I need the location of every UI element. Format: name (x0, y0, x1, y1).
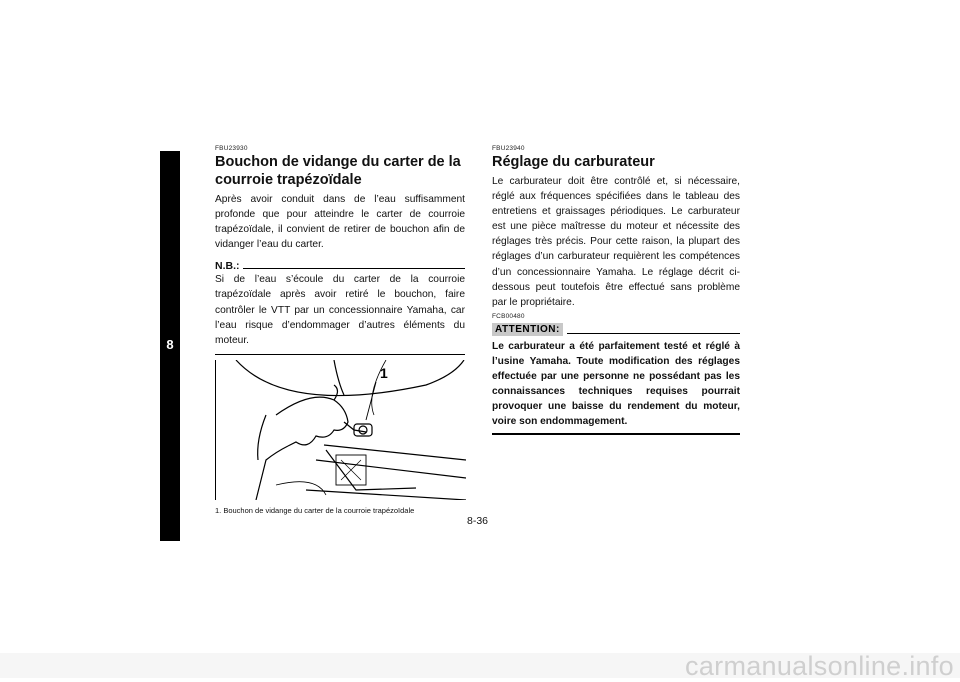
illustration-caption: 1. Bouchon de vidange du carter de la courroie trapézoïdale (215, 505, 415, 515)
drain-plug-illustration (215, 360, 466, 500)
right-column (492, 145, 740, 435)
note-label: N.B.: (215, 260, 240, 273)
attention-label: ATTENTION: (492, 323, 563, 336)
watermark-bar (0, 651, 960, 681)
page-number: 8-36 (467, 515, 489, 527)
note-header (215, 260, 465, 272)
attention-header (492, 323, 740, 336)
watermark-text: carmanualsonline.info (685, 651, 954, 681)
left-column (215, 145, 465, 515)
section-title: Réglage du carburateur (492, 154, 655, 170)
chapter-tab (160, 151, 180, 541)
section-title: Bouchon de vidange du carter de la courroie trapézoïdale (215, 154, 461, 188)
illustration-callout: 1 (380, 364, 388, 381)
section-code: FBU23930 (215, 145, 248, 152)
illustration-drawing (216, 360, 466, 500)
attention-end-rule (492, 433, 740, 435)
attention-rule (567, 333, 740, 334)
section-paragraph: Le carburateur doit être contrôlé et, si nécessaire, réglé aux fréquences spécifiées dans le tableau des entretiens et graissages périodiques. Le carburateur est une pièce maîtresse du moteur et nécessite des réglages très précis. Pour cette raison, la plupart des réglages d’un carburateur requièrent les compétences d’un concessionnaire Yamaha. Le réglage décrit ci-dessous peut toutefois être effectué sans problème par le propriétaire. (492, 176, 740, 308)
attention-code: FCB00480 (492, 312, 525, 320)
attention-text: Le carburateur a été parfaitement testé et réglé à l’usine Yamaha. Toute modification des réglages effectuée par une personne ne possédant pas les connaissances techniques requises pourrait provoquer une baisse du rendement du moteur, voire son endommagement. (492, 340, 740, 428)
section-paragraph: Après avoir conduit dans de l’eau suffisamment profonde que pour atteindre le carter de courroie trapézoïdale, il convient de retirer de bouchon afin de vidanger l’eau du carter. (215, 194, 465, 251)
note-rule (243, 268, 466, 269)
note-end-rule (215, 354, 465, 355)
note-text: Si de l’eau s’écoule du carter de la courroie trapézoïdale après avoir retiré le bouchon, faire contrôler le VTT par un concessionnaire Yamaha, car l’eau risque d’endommager d’autres éléments du moteur. (215, 274, 465, 346)
section-code: FBU23940 (492, 145, 525, 152)
chapter-number: 8 (166, 337, 174, 352)
